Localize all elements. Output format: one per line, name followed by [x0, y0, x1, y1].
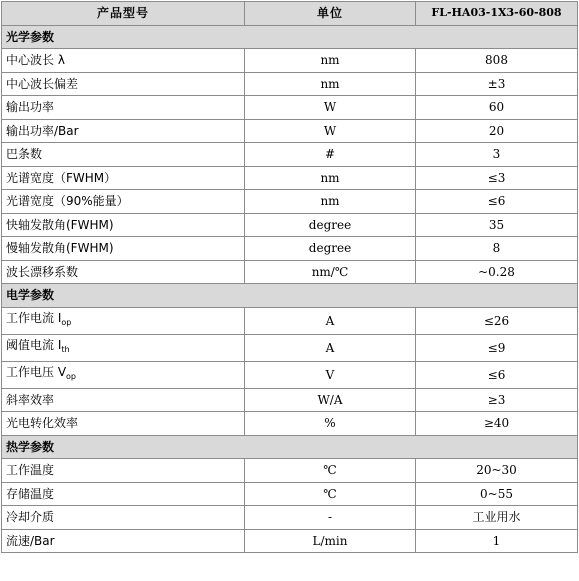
param-name-text: 工作电流 I	[6, 311, 62, 325]
table-row	[2, 166, 578, 190]
param-unit: V	[245, 361, 416, 388]
param-name: 斜率效率	[2, 388, 245, 412]
param-value: 3	[416, 143, 578, 167]
param-value: 20~30	[416, 459, 578, 483]
section-title: 热学参数	[2, 435, 578, 459]
table-row	[2, 49, 578, 73]
param-name: 流速/Bar	[2, 529, 245, 553]
section-header-electrical	[2, 284, 578, 308]
param-name: 中心波长偏差	[2, 72, 245, 96]
param-name: 光谱宽度（FWHM）	[2, 166, 245, 190]
param-value: 35	[416, 213, 578, 237]
param-name-subscript: op	[66, 372, 77, 381]
param-value: ±3	[416, 72, 578, 96]
param-value: 0~55	[416, 482, 578, 506]
param-unit: ℃	[245, 482, 416, 506]
table-row	[2, 388, 578, 412]
param-name-subscript: th	[61, 345, 70, 354]
param-value: 60	[416, 96, 578, 120]
param-name: 光电转化效率	[2, 412, 245, 436]
table-header-row	[2, 2, 578, 26]
param-unit: %	[245, 412, 416, 436]
section-title: 电学参数	[2, 284, 578, 308]
table-row	[2, 119, 578, 143]
table-row	[2, 506, 578, 530]
param-unit: nm	[245, 190, 416, 214]
table-row	[2, 143, 578, 167]
param-value: 20	[416, 119, 578, 143]
param-name: 工作温度	[2, 459, 245, 483]
table-row	[2, 459, 578, 483]
param-unit: #	[245, 143, 416, 167]
param-value: ≥3	[416, 388, 578, 412]
param-name-text: 工作电压 V	[6, 365, 67, 379]
param-unit: degree	[245, 237, 416, 261]
table-row	[2, 361, 578, 388]
section-header-optical	[2, 25, 578, 49]
table-row	[2, 190, 578, 214]
param-value: ≤6	[416, 190, 578, 214]
header-unit-label: 单位	[245, 2, 416, 26]
table-row	[2, 307, 578, 334]
param-name	[2, 334, 245, 361]
param-unit: ℃	[245, 459, 416, 483]
param-name-subscript: op	[61, 318, 72, 327]
param-unit: nm	[245, 72, 416, 96]
param-name: 中心波长 λ	[2, 49, 245, 73]
param-value: ≤9	[416, 334, 578, 361]
param-name: 输出功率	[2, 96, 245, 120]
table-row	[2, 237, 578, 261]
table-row	[2, 72, 578, 96]
param-unit: A	[245, 307, 416, 334]
param-name-text: 阈值电流 I	[6, 338, 62, 352]
table-row	[2, 260, 578, 284]
param-name: 快轴发散角(FWHM)	[2, 213, 245, 237]
table-row	[2, 412, 578, 436]
param-value: ≥40	[416, 412, 578, 436]
param-name: 波长漂移系数	[2, 260, 245, 284]
param-value: 808	[416, 49, 578, 73]
param-unit: W	[245, 96, 416, 120]
param-value: ≤26	[416, 307, 578, 334]
param-unit: degree	[245, 213, 416, 237]
param-unit: A	[245, 334, 416, 361]
param-name: 巴条数	[2, 143, 245, 167]
table-row	[2, 334, 578, 361]
header-model-label: 产品型号	[2, 2, 245, 26]
param-name: 存储温度	[2, 482, 245, 506]
table-row	[2, 96, 578, 120]
spec-table-container	[1, 1, 577, 553]
param-value: ~0.28	[416, 260, 578, 284]
param-value: ≤3	[416, 166, 578, 190]
param-name: 冷却介质	[2, 506, 245, 530]
table-row	[2, 529, 578, 553]
param-name	[2, 361, 245, 388]
param-value: 1	[416, 529, 578, 553]
param-name: 慢轴发散角(FWHM)	[2, 237, 245, 261]
param-unit: nm/℃	[245, 260, 416, 284]
section-header-thermal	[2, 435, 578, 459]
header-model-number: FL-HA03-1X3-60-808	[416, 2, 578, 26]
param-name: 光谱宽度（90%能量）	[2, 190, 245, 214]
param-unit: -	[245, 506, 416, 530]
table-row	[2, 482, 578, 506]
param-name	[2, 307, 245, 334]
section-title: 光学参数	[2, 25, 578, 49]
param-value: 8	[416, 237, 578, 261]
param-name: 输出功率/Bar	[2, 119, 245, 143]
spec-table	[1, 1, 578, 553]
param-unit: nm	[245, 166, 416, 190]
param-unit: L/min	[245, 529, 416, 553]
table-row	[2, 213, 578, 237]
param-value: ≤6	[416, 361, 578, 388]
param-unit: nm	[245, 49, 416, 73]
param-value: 工业用水	[416, 506, 578, 530]
param-unit: W/A	[245, 388, 416, 412]
param-unit: W	[245, 119, 416, 143]
